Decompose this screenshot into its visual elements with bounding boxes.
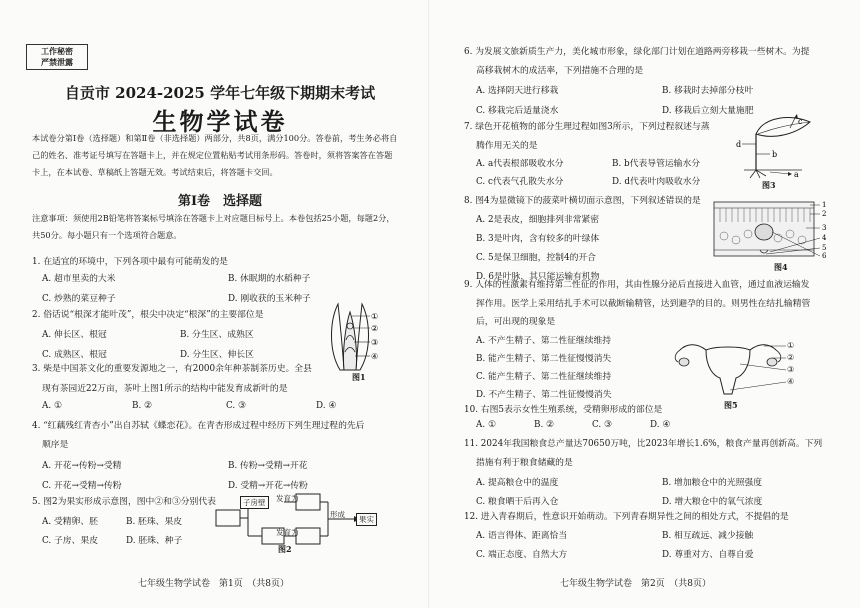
question-2-option-a: A. 伸长区、根冠 [42, 330, 107, 340]
question-5-option-a: A. 受精卵、胚 [42, 517, 98, 527]
question-7-option-d: D. d代表叶肉吸收水分 [612, 177, 701, 187]
figure-5-caption: 图5 [724, 400, 738, 410]
section-notes: 注意事项：须使用2B铅笔将答案标号填涂在答题卡上对应题目标号上。本卷包括25小题，每题2分，共50分。每小题只有一个选项符合题意。 [32, 213, 395, 240]
figure-4-caption: 图4 [774, 262, 788, 272]
figure-3-mark-c: c [798, 117, 803, 126]
question-9-option-d: D. 不产生精子、第二性征慢慢消失 [476, 390, 612, 400]
exam-subject-title: 生物学试卷 [152, 107, 288, 136]
exam-instructions: 本试卷分第Ⅰ卷（选择题）和第Ⅱ卷（非选择题）两部分，共8页，满分100分。答卷前，考生务必将自己的姓名、准考证号填写在答题卡上，并在规定位置粘贴考试用条形码。答卷时，须将答案答在答题卡上，在本试卷、草稿纸上答题无效。考试结束后，将答题卡交回。 [32, 133, 398, 177]
question-6-option-a: A. 选择阴天进行移栽 [476, 86, 559, 96]
question-6-stem-line-1: 6. 为发展文旅新质生产力，美化城市形象，绿化部门计划在道路两旁移栽一些树木。为提 [464, 47, 810, 57]
question-5-option-d: D. 胚珠、种子 [126, 536, 183, 546]
figure-3-caption: 图3 [762, 180, 776, 190]
question-10-option-b: B. ② [534, 420, 554, 430]
question-7-option-b: B. b代表导管运输水分 [612, 159, 701, 169]
question-1-option-a: A. 超市里卖的大米 [42, 274, 116, 284]
figure-4-mark-5: 5 [822, 244, 827, 252]
question-2-option-b: B. 分生区、成熟区 [180, 330, 254, 340]
question-9-option-a: A. 不产生精子、第二性征继续维持 [476, 336, 612, 346]
question-7-option-a: A. a代表根部吸收水分 [476, 159, 564, 169]
exam-title: 自贡市 2024-2025 学年七年级下期期末考试 [64, 84, 376, 102]
question-4-option-c: C. 开花→受精→传粉 [42, 481, 122, 491]
stamp-line-2: 严禁泄露 [41, 58, 73, 67]
figure-5-mark-1: ① [787, 341, 795, 350]
section-heading: 第Ⅰ卷 选择题 [177, 194, 263, 209]
figure-3-mark-d: d [736, 140, 742, 149]
figure-2-box-ovary-wall: 子房壁 [240, 496, 269, 509]
question-10-option-a: A. ① [476, 420, 496, 430]
figure-4-mark-4: 4 [822, 234, 827, 242]
figure-1-mark-1: ① [371, 312, 379, 321]
question-3-option-a: A. ① [42, 401, 62, 411]
question-9-stem-line-2: 挥作用。医学上采用结扎手术可以截断输精管，达到避孕的目的。则男性在结扎输精管 [476, 299, 811, 309]
question-1-option-d: D. 刚收获的玉米种子 [228, 294, 311, 304]
figure-4-leaf-section [710, 198, 838, 260]
figure-5-reproductive-diagram [668, 336, 788, 398]
question-6-option-c: C. 移栽完后适量浇水 [476, 106, 559, 116]
question-12-option-d: D. 尊重对方、自尊自爱 [662, 550, 754, 560]
question-12-stem: 12. 进入青春期后，性意识开始萌动。下列青春期异性之间的相处方式，不提倡的是 [464, 512, 789, 522]
question-4-option-a: A. 开花→传粉→受精 [42, 461, 122, 471]
question-4-stem-line-1: 4. “红藕残红青杏小”出自苏轼《蝶恋花》。在青杏形成过程中经历下列生理过程的先后 [32, 421, 365, 431]
question-8-option-c: C. 5是保卫细胞，控制4的开合 [476, 253, 596, 263]
question-1-stem: 1. 在适宜的环境中，下列各项中最有可能萌发的是 [32, 257, 228, 267]
question-11-stem-line-2: 措施有利于粮食储藏的是 [476, 458, 573, 468]
question-2-option-d: D. 分生区、伸长区 [180, 350, 254, 360]
question-9-option-b: B. 能产生精子、第二性征慢慢消失 [476, 354, 612, 364]
question-10-stem: 10. 右图5表示女性生殖系统，受精卵形成的部位是 [464, 405, 663, 415]
figure-2-label-develop-2: 发育为 [276, 528, 299, 537]
page-1-footer: 七年级生物学试卷 第1页 （共8页） [138, 579, 289, 589]
question-1-option-c: C. 炒熟的菜豆种子 [42, 294, 116, 304]
figure-5-mark-2: ② [787, 353, 795, 362]
figure-2-label-form: 形成 [330, 510, 345, 519]
question-12-option-c: C. 端正态度、自然大方 [476, 550, 568, 560]
question-1-option-b: B. 休眠期的水稻种子 [228, 274, 311, 284]
figure-5-mark-4: ④ [787, 377, 795, 386]
question-5-stem: 5. 图2为果实形成示意图，图中②和③分别代表 [32, 497, 216, 507]
question-11-stem-line-1: 11. 2024年我国粮食总产量达70650万吨，比2023年增长1.6%，粮食产量再创新高。下列 [464, 439, 823, 449]
question-11-option-b: B. 增加粮仓中的光照强度 [662, 478, 763, 488]
question-3-stem-line-2: 现有茶园近22万亩，茶叶上图1所示的结构中能发育成新叶的是 [42, 384, 288, 394]
figure-4-mark-6: 6 [822, 252, 827, 260]
question-8-option-b: B. 3是叶肉，含有较多的叶绿体 [476, 234, 600, 244]
question-7-stem-line-1: 7. 绿色开花植物的部分生理过程如图3所示，下列过程叙述与蒸 [464, 122, 710, 132]
question-10-option-c: C. ③ [592, 420, 612, 430]
question-11-option-d: D. 增大粮仓中的氧气浓度 [662, 497, 763, 507]
question-5-option-c: C. 子房、果皮 [42, 536, 98, 546]
question-7-option-c: C. c代表气孔散失水分 [476, 177, 564, 187]
figure-2-box-fruit: 果实 [356, 513, 377, 526]
question-4-stem-line-2: 顺序是 [42, 440, 69, 450]
question-9-stem-line-1: 9. 人体的性激素有维持第二性征的作用，其由性腺分泌后直接进入血管，通过血液运输发 [464, 280, 810, 290]
figure-3-plant-diagram [730, 114, 830, 180]
question-3-option-d: D. ④ [316, 401, 337, 411]
figure-4-mark-2: 2 [822, 210, 827, 218]
question-3-option-b: B. ② [132, 401, 152, 411]
question-8-option-a: A. 2是表皮，细胞排列非常紧密 [476, 215, 600, 225]
question-10-option-d: D. ④ [650, 420, 671, 430]
page-2-footer: 七年级生物学试卷 第2页 （共8页） [560, 579, 711, 589]
stamp-line-1: 工作秘密 [41, 47, 73, 56]
figure-2-label-develop-1: 发育为 [276, 494, 299, 503]
question-9-option-c: C. 能产生精子、第二性征继续维持 [476, 372, 612, 382]
question-12-option-b: B. 相互疏远、减少接触 [662, 531, 754, 541]
figure-1-caption: 图1 [352, 372, 366, 382]
question-11-option-c: C. 粮食晒干后再入仓 [476, 497, 559, 507]
question-2-stem: 2. 俗话说“根深才能叶茂”，根尖中决定“根深”的主要部位是 [32, 310, 264, 320]
exam-page-2 [430, 0, 860, 608]
figure-2-caption: 图2 [278, 544, 292, 554]
figure-3-mark-b: b [772, 150, 778, 159]
question-2-option-c: C. 成熟区、根冠 [42, 350, 107, 360]
question-4-option-d: D. 受精→开花→传粉 [228, 481, 308, 491]
figure-1-bud-diagram [318, 300, 388, 372]
question-11-option-a: A. 提高粮仓中的温度 [476, 478, 559, 488]
question-4-option-b: B. 传粉→受精→开花 [228, 461, 308, 471]
figure-1-mark-3: ③ [371, 338, 379, 347]
figure-1-mark-2: ② [371, 324, 379, 333]
question-9-stem-line-3: 后，可出现的现象是 [476, 317, 556, 327]
question-5-option-b: B. 胚珠、果皮 [126, 517, 183, 527]
figure-3-mark-a: a [794, 170, 799, 179]
figure-4-mark-3: 3 [822, 224, 827, 232]
question-12-option-a: A. 语言得体、距离恰当 [476, 531, 568, 541]
question-8-option-d: D. 6是叶脉，其只能运输有机物 [476, 272, 600, 282]
question-3-option-c: C. ③ [226, 401, 246, 411]
question-8-stem: 8. 图4为显微镜下的菠菜叶横切面示意图，下列叙述错误的是 [464, 196, 701, 206]
question-6-option-b: B. 移栽时去掉部分枝叶 [662, 86, 754, 96]
question-7-stem-line-2: 腾作用无关的是 [476, 141, 538, 151]
confidential-stamp [26, 44, 88, 70]
question-3-stem-line-1: 3. 柴是中国茶文化的重要发源地之一，有2000余年种茶制茶历史。全县 [32, 364, 312, 374]
question-6-stem-line-2: 高移栽树木的成活率，下列措施不合理的是 [476, 66, 644, 76]
figure-4-mark-1: 1 [822, 201, 827, 209]
question-6-option-d: D. 移栽后立刻大量施肥 [662, 106, 754, 116]
figure-5-mark-3: ③ [787, 365, 795, 374]
figure-1-mark-4: ④ [371, 352, 379, 361]
